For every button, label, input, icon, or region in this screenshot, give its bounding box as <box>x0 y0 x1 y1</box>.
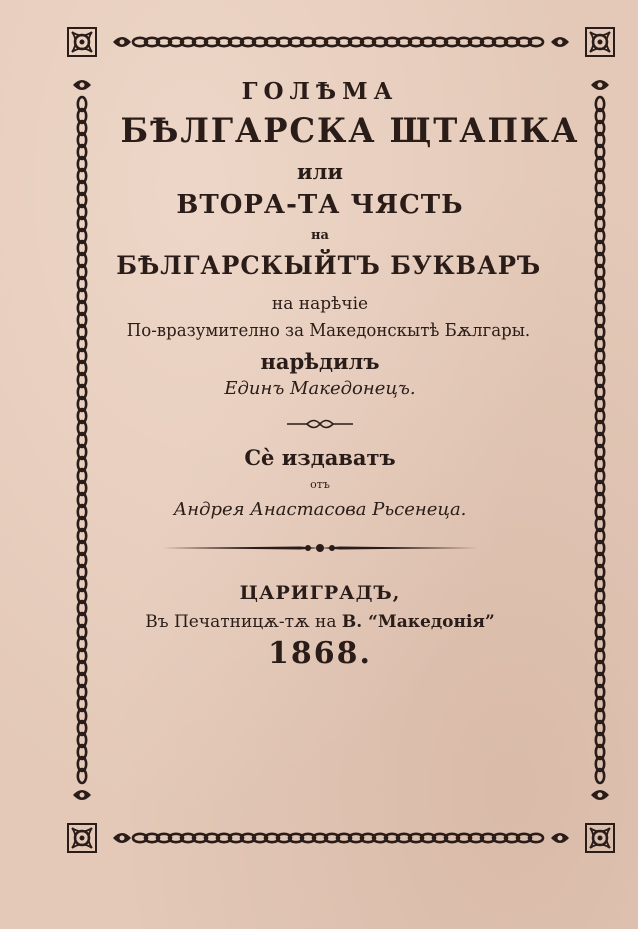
city-line: ЦАРИГРАДЪ, <box>239 582 401 604</box>
publisher-name: Андрея Анастасова Рьсенеца. <box>173 499 467 520</box>
printer-name: В. “Македонія” <box>341 612 495 632</box>
title-preposition: на <box>311 228 329 243</box>
decorative-rule <box>160 542 480 554</box>
printer-line <box>110 612 530 632</box>
title-line-1: ГОЛѢМА <box>241 78 399 105</box>
main-title: БѢЛГАРСКА ЩТАПКА <box>120 111 580 151</box>
author-line: Единъ Македонецъ. <box>224 378 416 399</box>
title-conjunction: или <box>297 159 343 184</box>
from-label: отъ <box>310 478 330 491</box>
printer-prefix: Въ Печатницѫ-тѫ на <box>145 612 342 632</box>
small-ornament-icon <box>285 417 355 431</box>
title-text-block <box>110 78 580 671</box>
dialect-line: на нарѣчіе <box>271 294 369 314</box>
subtitle-part: ВТОРА-ТА ЧЯСТЬ <box>176 190 464 220</box>
compiled-by-label: нарѣдилъ <box>260 349 380 374</box>
publication-year: 1868. <box>268 636 372 671</box>
subtitle-primer: БѢЛГАРСКЫЙТЪ БУКВАРЪ <box>116 251 542 280</box>
published-label: Сѐ издаватъ <box>244 445 396 470</box>
audience-line: По-вразумително за Македонскытѣ Бѫлгары. <box>126 320 531 341</box>
